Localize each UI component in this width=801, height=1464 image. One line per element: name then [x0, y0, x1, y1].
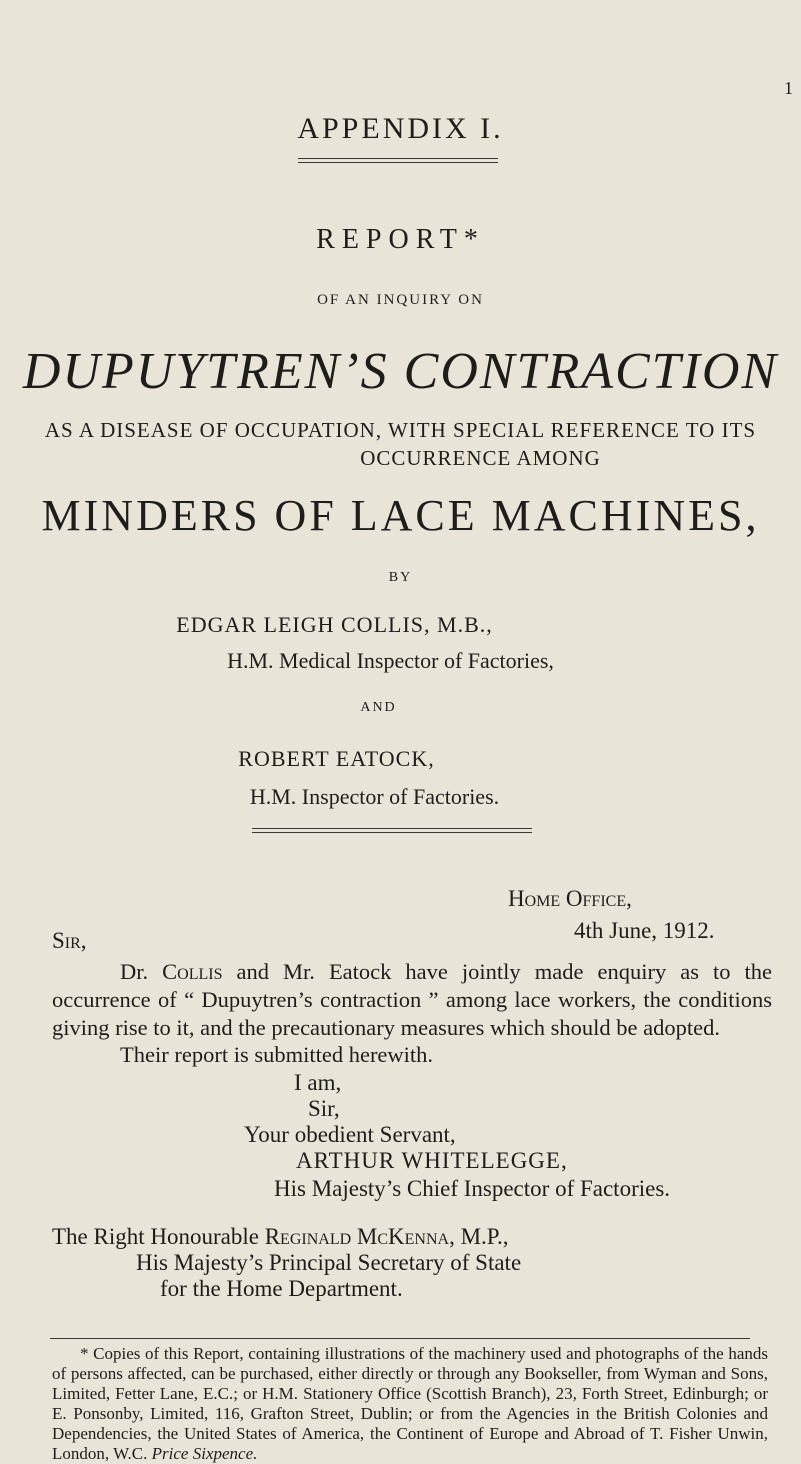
- letter-body: [52, 958, 772, 1042]
- occupation-line-2: OCCURRENCE AMONG: [360, 446, 601, 470]
- address-line-1: [52, 1224, 509, 1250]
- author-2-name: ROBERT EATOCK,: [238, 746, 435, 771]
- closing-sir: Sir,: [308, 1096, 340, 1121]
- address-line-3: for the Home Department.: [160, 1276, 403, 1301]
- signer-name: ARTHUR WHITELEGGE,: [296, 1148, 568, 1173]
- and-line: AND: [360, 700, 397, 715]
- author-1-title: H.M. Medical Inspector of Factories,: [227, 648, 554, 673]
- footnote-price: Price Sixpence.: [151, 1444, 258, 1463]
- divider-rule: [252, 828, 532, 829]
- address-name: Reginald McKenna: [264, 1224, 450, 1249]
- footnote-text: * Copies of this Report, containing illustrations of the machinery used and photographs of the hands of persons affected, can be purchased, either directly or through any Bookseller, from Wyman and Sons, Limited, Fetter Lane, E.C.; or H.M. Stationery Office (Scottish Branch), 23, Forth Street, Edinburgh; or E. Ponsonby, Limited, 116, Grafton Street, Dublin; or from the Agencies in the British Colonies and Dependencies, the United States of America, the Continent of Europe and Abroad of T. Fisher Unwin, London, W.C.: [52, 1344, 768, 1463]
- letter-office: Home Office,: [508, 886, 632, 911]
- footnote: [52, 1344, 768, 1464]
- signer-title: His Majesty’s Chief Inspector of Factories.: [274, 1176, 671, 1201]
- minders-title: MINDERS OF LACE MACHINES,: [41, 491, 760, 540]
- closing-i-am: I am,: [294, 1070, 342, 1095]
- letter-salutation: Sir,: [52, 928, 87, 953]
- author-2-title: H.M. Inspector of Factories.: [249, 784, 500, 809]
- address-line-2: His Majesty’s Principal Secretary of State: [136, 1250, 522, 1275]
- closing-servant: Your obedient Servant,: [244, 1122, 456, 1147]
- address-suffix: , M.P.,: [449, 1224, 509, 1249]
- divider-rule: [252, 832, 532, 833]
- divider-rule: [298, 162, 498, 163]
- inquiry-line: OF AN INQUIRY ON: [317, 292, 484, 308]
- address-prefix: The Right Honourable: [52, 1224, 265, 1249]
- author-1-name: EDGAR LEIGH COLLIS, M.B.,: [176, 612, 493, 637]
- body-text: and Mr. Eatock have jointly made enquiry as to the occurrence of “ Dupuytren’s contraction ” among lace workers, the conditions giving rise to it, and the precautionary measures which should be adopted.: [52, 959, 772, 1040]
- by-line: BY: [388, 570, 413, 585]
- letter-date: 4th June, 1912.: [574, 918, 715, 943]
- disease-title: DUPUYTREN’S CONTRACTION: [22, 343, 779, 400]
- body-prefix: Dr.: [120, 959, 163, 984]
- report-title: REPORT*: [316, 224, 485, 255]
- page-number: 1: [784, 78, 793, 98]
- appendix-title: APPENDIX I.: [297, 112, 504, 145]
- footnote-rule: [50, 1338, 750, 1339]
- letter-body-line-2: Their report is submitted herewith.: [120, 1042, 434, 1067]
- body-name: Collis: [162, 959, 223, 984]
- divider-rule: [298, 158, 498, 159]
- occupation-line-1: AS A DISEASE OF OCCUPATION, WITH SPECIAL REFERENCE TO ITS: [44, 418, 757, 442]
